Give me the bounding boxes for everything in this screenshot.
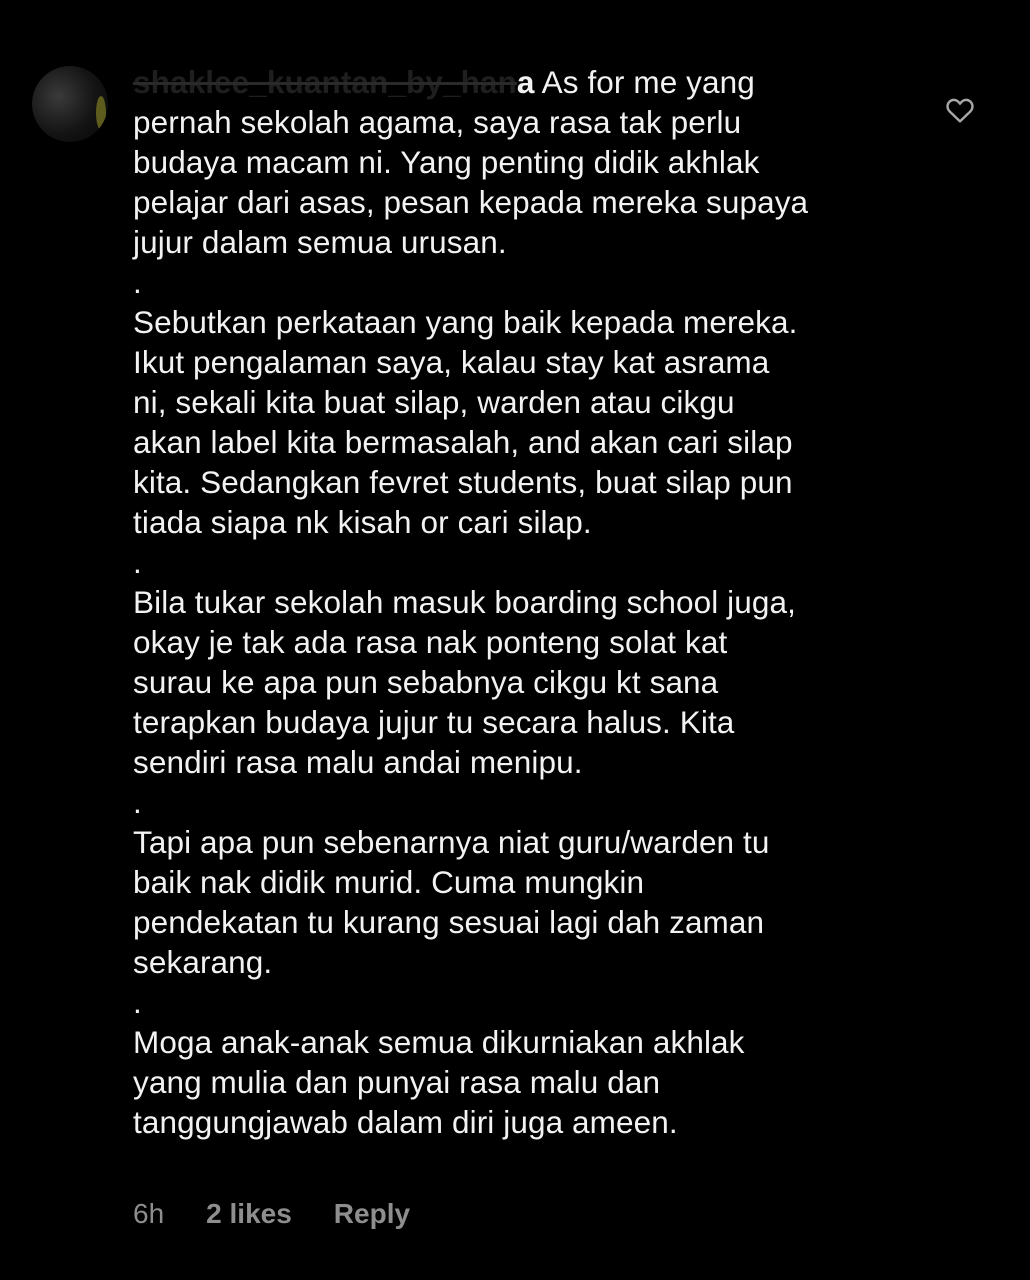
comment-separator: . xyxy=(133,264,142,300)
comment-paragraph: Moga anak-anak semua dikurniakan akhlak yang mulia dan punyai rasa malu dan tanggungjawab dalam diri juga ameen. xyxy=(133,1024,745,1140)
like-button[interactable] xyxy=(944,94,976,126)
comment-paragraph: Sebutkan perkataan yang baik kepada mereka. Ikut pengalaman saya, kalau stay kat asrama ni, sekali kita buat silap, warden atau cikgu akan label kita bermasalah, and akan cari silap kita. Sedangkan fevret students, buat silap pun tiada siapa nk kisah or cari silap. xyxy=(133,304,798,540)
comment-username-tail[interactable]: a xyxy=(516,64,535,100)
comment-paragraph: Bila tukar sekolah masuk boarding school juga, okay je tak ada rasa nak ponteng solat kat surau ke apa pun sebabnya cikgu kt sana terapkan budaya jujur tu secara halus. Kita sendiri rasa malu andai menipu. xyxy=(133,584,796,780)
comment-paragraph: pernah sekolah agama, saya rasa tak perlu budaya macam ni. Yang penting didik akhlak pelajar dari asas, pesan kepada mereka supaya jujur dalam semua urusan. xyxy=(133,104,809,260)
avatar[interactable] xyxy=(32,66,108,142)
comment-body xyxy=(133,62,903,1142)
comment-paragraph: Tapi apa pun sebenarnya niat guru/warden tu baik nak didik murid. Cuma mungkin pendekatan tu kurang sesuai lagi dah zaman sekarang. xyxy=(133,824,770,980)
comment-username[interactable]: shaklee_kuantan_by_han xyxy=(133,64,517,100)
reply-button[interactable]: Reply xyxy=(333,1198,411,1229)
heart-outline-icon xyxy=(944,94,976,126)
comment-first-line xyxy=(133,62,903,102)
avatar-image-detail xyxy=(96,96,106,130)
comment-timestamp: 6h xyxy=(133,1198,165,1229)
comment-separator: . xyxy=(133,984,142,1020)
comment-separator: . xyxy=(133,544,142,580)
comment-likes-count[interactable]: 2 likes xyxy=(206,1198,292,1229)
comment-separator: . xyxy=(133,784,142,820)
comment-meta xyxy=(133,1198,410,1230)
comment-first-line-text: As for me yang xyxy=(534,64,755,100)
